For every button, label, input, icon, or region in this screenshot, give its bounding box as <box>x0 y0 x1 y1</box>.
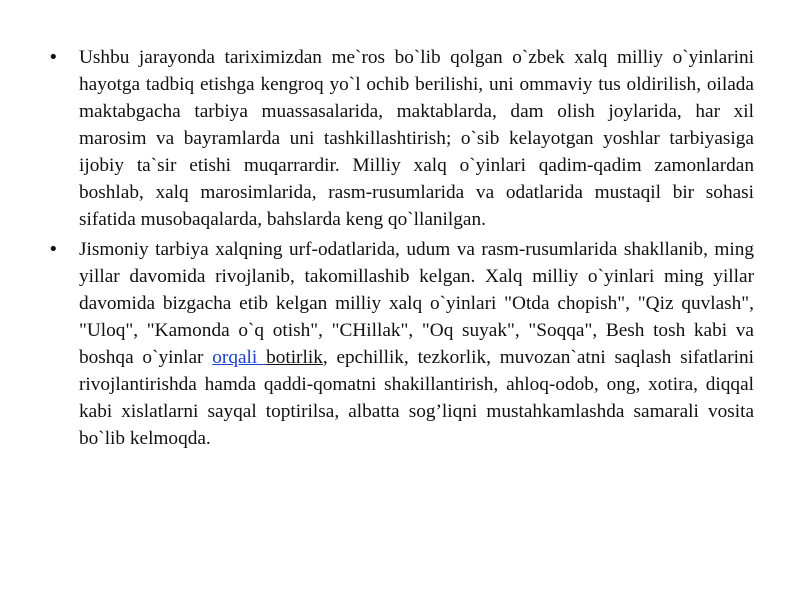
underlined-text: botirlik <box>266 347 323 368</box>
bullet-text-continued: , epchillik, tezkorlik, muvozan`atni saqlash sifatlarini rivojlantirishda hamda qaddi-qomatni shakillantirish, ahloq-odob, ong, xotira, diqqal kabi xislatlarni sayqal toptirilsa, albatta sog’liqni mustahkamlashda samarali vosita bo`lib kelmoqda. <box>79 347 754 449</box>
bullet-text: Ushbu jarayonda tariximizdan me`ros bo`lib qolgan o`zbek xalq milliy o`yinlarini hayotga tadbiq etishga kengroq yo`l ochib berilishi, uni ommaviy tus oldirilish, oilada maktabgacha tarbiya muassasalarida, maktablarda, dam olish joylarida, har xil marosim va bayramlarda uni tashkillashtirish; o`sib kelayotgan yoshlar tarbiyasiga ijobiy ta`sir etishi muqarrardir. Milliy xalq o`yinlari qadim-qadim zamonlardan boshlab, xalq marosimlarida, rasm-rusumlarida va odatlarida mustaqil bir sohasi sifatida musobaqalarda, bahslarda keng qo`llanilgan. <box>79 47 754 230</box>
bullet-text: Jismoniy tarbiya xalqning urf-odatlarida, udum va rasm-rusumlarida shakllanib, ming yillar davomida rivojlanib, takomillashib kelgan. Xalq milliy o`yinlari ming yillar davomida bizgacha etib kelgan milliy xalq o`yinlari "Otda chopish", "Qiz quvlash", "Uloq", "Kamonda o`q otish", "CHillak", "Oq suyak", "Soqqa", Besh tosh kabi va boshqa o`yinlar <box>79 239 754 368</box>
bullet-list <box>48 44 754 455</box>
bullet-item <box>48 236 754 452</box>
bullet-icon: • <box>48 47 59 68</box>
bullet-icon: • <box>48 239 59 260</box>
hyperlink[interactable]: orqali <box>212 347 267 368</box>
bullet-item <box>48 44 754 233</box>
